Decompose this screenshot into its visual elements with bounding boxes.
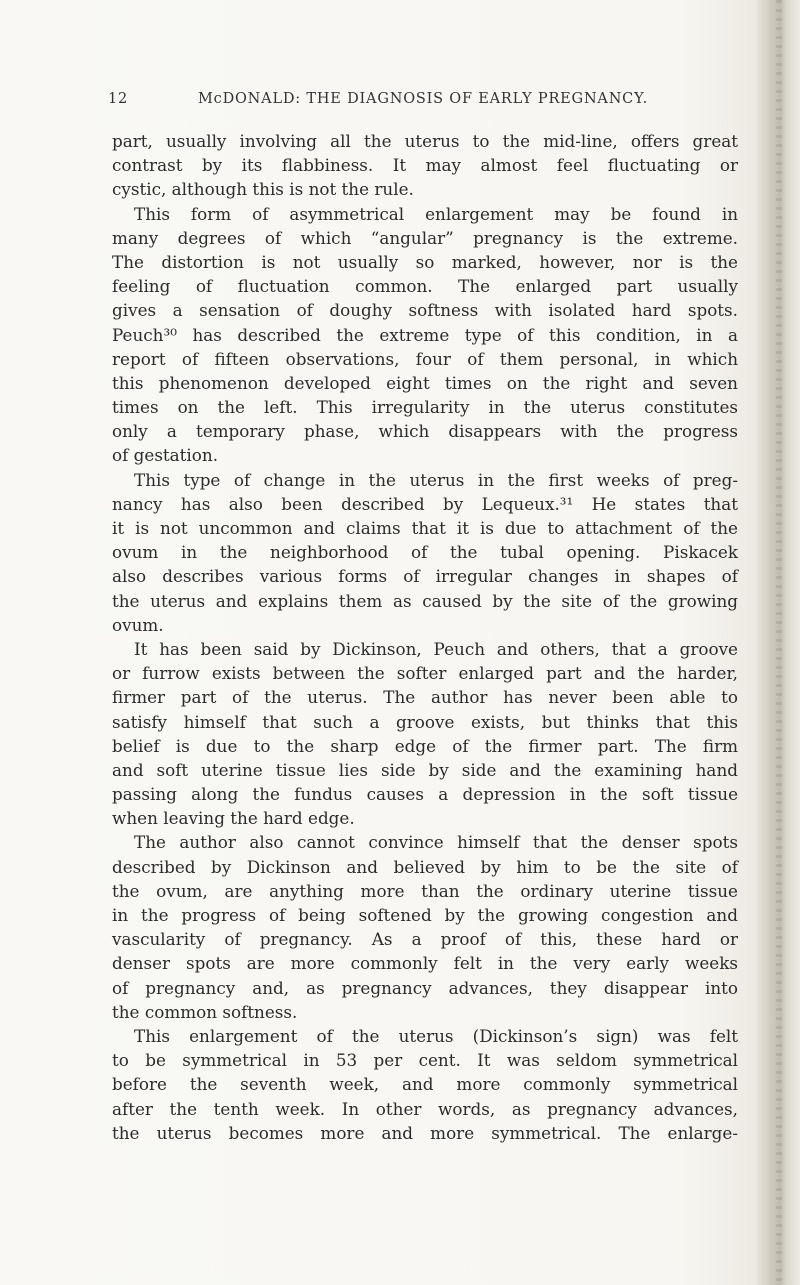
text-line: of gestation.	[112, 445, 219, 466]
text-line: the uterus becomes more and more symmetrical. The enlarge-	[112, 1122, 738, 1143]
text-line: The distortion is not usually so marked, however, nor is the	[112, 251, 738, 272]
text-line: denser spots are more commonly felt in the very early weeks	[112, 953, 738, 974]
text-line: ovum in the neighborhood of the tubal opening. Piskacek	[112, 542, 738, 563]
text-line: vascularity of pregnancy. As a proof of this, these hard or	[112, 929, 738, 950]
page-header	[108, 91, 748, 115]
text-line: the uterus and explains them as caused by the site of the growing	[112, 590, 738, 611]
text-line: feeling of fluctuation common. The enlarged part usually	[112, 276, 738, 297]
text-line: described by Dickinson and believed by him to be the site of	[112, 856, 738, 877]
text-line: satisfy himself that such a groove exists, but thinks that this	[112, 711, 738, 732]
text-line: the common softness.	[112, 1001, 298, 1022]
text-line: only a temporary phase, which disappears with the progress	[112, 421, 738, 442]
text-line: belief is due to the sharp edge of the firmer part. The firm	[112, 735, 738, 756]
text-line: contrast by its flabbiness. It may almost feel fluctuating or	[112, 155, 738, 176]
text-line: firmer part of the uterus. The author has never been able to	[112, 687, 738, 708]
text-line: also describes various forms of irregular changes in shapes of	[112, 566, 738, 587]
text-line: report of fifteen observations, four of them personal, in which	[112, 348, 738, 369]
text-line: before the seventh week, and more commonly symmetrical	[112, 1074, 738, 1095]
text-line: part, usually involving all the uterus to the mid-line, offers great	[112, 131, 738, 151]
text-line: nancy has also been described by Lequeux.³¹ He states that	[112, 493, 738, 514]
running-head: McDONALD: THE DIAGNOSIS OF EARLY PREGNANCY.	[198, 91, 648, 107]
text-line: gives a sensation of doughy softness with isolated hard spots.	[112, 300, 738, 321]
text-line: or furrow exists between the softer enlarged part and the harder,	[112, 663, 738, 684]
text-line: Peuch³⁰ has described the extreme type of this condition, in a	[112, 324, 738, 345]
text-line: times on the left. This irregularity in the uterus constitutes	[112, 397, 738, 418]
text-line: This enlargement of the uterus (Dickinson’s sign) was felt	[134, 1025, 738, 1046]
text-line: to be symmetrical in 53 per cent. It was seldom symmetrical	[112, 1050, 738, 1071]
text-line: this phenomenon developed eight times on the right and seven	[112, 372, 738, 393]
text-line: in the progress of being softened by the growing congestion and	[112, 905, 738, 925]
text-line: It has been said by Dickinson, Peuch and others, that a groove	[134, 638, 738, 659]
text-line: and soft uterine tissue lies side by side and the examining hand	[112, 759, 738, 780]
text-line: passing along the fundus causes a depression in the soft tissue	[112, 784, 738, 805]
page-binding-edge	[756, 0, 800, 1285]
text-line: when leaving the hard edge.	[112, 808, 355, 829]
text-line: the ovum, are anything more than the ordinary uterine tissue	[112, 880, 738, 901]
text-line: cystic, although this is not the rule.	[112, 179, 414, 200]
text-line: The author also cannot convince himself that the denser spots	[134, 832, 738, 853]
text-line: it is not uncommon and claims that it is due to attachment of the	[112, 518, 738, 538]
page-number: 12	[108, 91, 129, 107]
text-line: ovum.	[112, 614, 164, 635]
text-line: many degrees of which “angular” pregnancy is the extreme.	[112, 227, 738, 248]
text-line: after the tenth week. In other words, as pregnancy advances,	[112, 1098, 738, 1119]
body-text	[112, 129, 738, 1145]
text-line: This form of asymmetrical enlargement may be found in	[134, 203, 738, 224]
text-line: of pregnancy and, as pregnancy advances, they disappear into	[112, 977, 738, 998]
text-line: This type of change in the uterus in the first weeks of preg-	[134, 469, 738, 490]
